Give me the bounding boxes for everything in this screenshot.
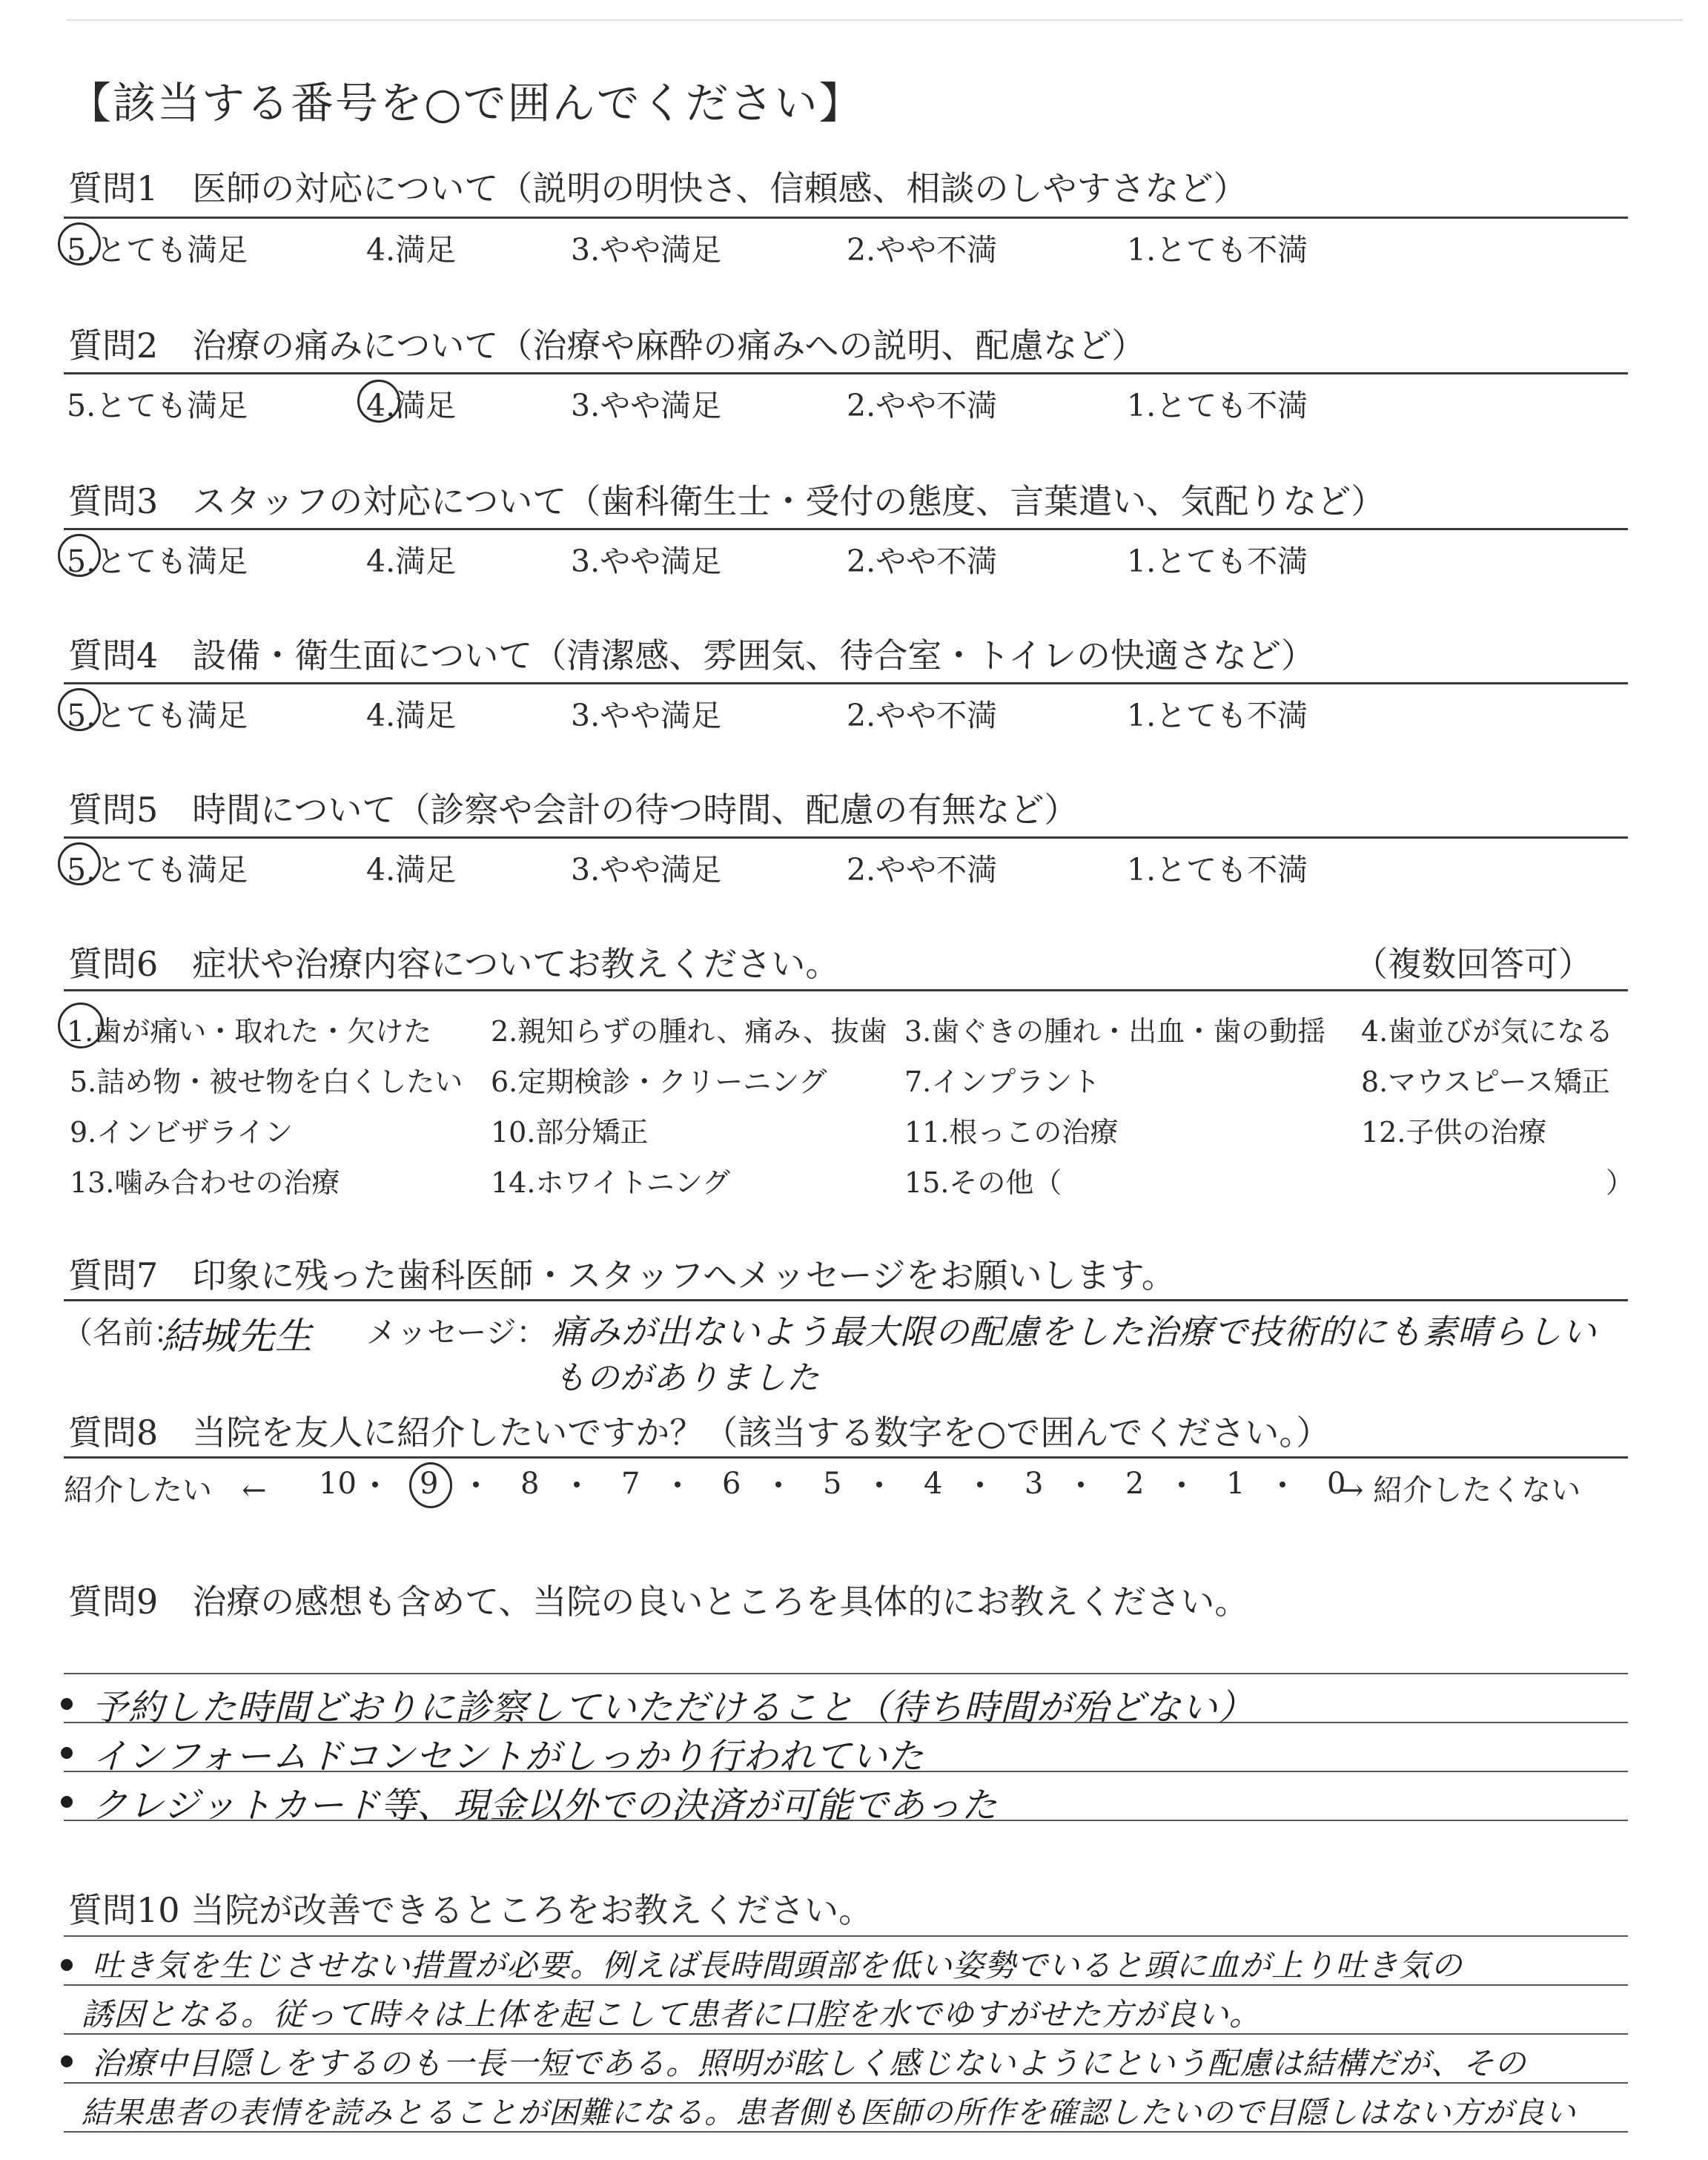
q8-scale-separator — [1179, 1482, 1185, 1487]
q2-option-3[interactable]: 3.やや満足 — [571, 388, 722, 423]
q8-scale-7[interactable]: 7 — [621, 1467, 640, 1501]
q8-right-label: → 紹介したくない — [1339, 1473, 1581, 1507]
q8-scale-separator — [675, 1482, 681, 1487]
question-1-title: 質問1 医師の対応について（説明の明快さ、信頼感、相談のしやすさなど） — [68, 168, 1248, 208]
q5-answer-circle — [58, 842, 101, 885]
q9-answer-3: クレジットカード等、現金以外での決済が可能であった — [92, 1785, 998, 1826]
q2-option-2[interactable]: 2.やや不満 — [847, 388, 998, 423]
question-2-rule — [64, 372, 1628, 374]
q5-option-5[interactable]: 5.とても満足 — [67, 852, 248, 888]
q8-scale-separator — [1078, 1482, 1084, 1487]
q9-bullet-3 — [61, 1796, 73, 1808]
page-top-edge — [67, 19, 1683, 21]
form-heading: 【該当する番号を○で囲んでください】 — [68, 78, 864, 128]
q6-item-3[interactable]: 3.歯ぐきの腫れ・出血・歯の動揺 — [904, 1015, 1326, 1048]
question-1-rule — [64, 217, 1628, 219]
q8-scale-separator — [574, 1482, 580, 1487]
q9-bullet-1 — [61, 1698, 73, 1710]
q5-option-3[interactable]: 3.やや満足 — [571, 852, 722, 888]
q8-scale-1[interactable]: 1 — [1226, 1467, 1245, 1501]
q3-option-2[interactable]: 2.やや不満 — [847, 544, 998, 579]
q4-option-5[interactable]: 5.とても満足 — [67, 698, 248, 733]
q10-answer-2-line-1: 治療中目隠しをするのも一長一短である。照明が眩しく感じないようにという配慮は結構だが、その — [92, 2045, 1527, 2081]
q6-item-4[interactable]: 4.歯並びが気になる — [1361, 1015, 1614, 1048]
q8-scale-0[interactable]: 0 — [1327, 1467, 1346, 1501]
q9-answer-2: インフォームドコンセントがしっかり行われていた — [92, 1736, 924, 1777]
q3-option-1[interactable]: 1.とても不満 — [1127, 544, 1308, 579]
q6-item-1[interactable]: 1.歯が痛い・取れた・欠けた — [67, 1015, 432, 1048]
q6-item-12[interactable]: 12.子供の治療 — [1361, 1116, 1547, 1149]
q6-item-7[interactable]: 7.インプラント — [904, 1066, 1101, 1098]
q9-bullet-2 — [61, 1747, 73, 1759]
q2-option-1[interactable]: 1.とても不満 — [1127, 388, 1308, 423]
q5-option-4[interactable]: 4.満足 — [366, 852, 457, 888]
q8-scale-separator — [1280, 1482, 1285, 1487]
q5-option-2[interactable]: 2.やや不満 — [847, 852, 998, 888]
question-6-title: 質問6 症状や治療内容についてお教えください。 — [68, 944, 840, 984]
q8-scale-9[interactable]: 9 — [420, 1467, 439, 1501]
q7-name-handwritten: 結城先生 — [162, 1315, 313, 1358]
q2-option-5[interactable]: 5.とても満足 — [67, 388, 248, 423]
question-9-title: 質問9 治療の感想も含めて、当院の良いところを具体的にお教えください。 — [68, 1582, 1249, 1622]
q5-option-1[interactable]: 1.とても不満 — [1127, 852, 1308, 888]
q10-bullet-1 — [61, 1959, 73, 1971]
q10-bullet-2 — [61, 2055, 73, 2067]
q2-answer-circle — [357, 380, 400, 423]
question-4-title: 質問4 設備・衛生面について（清潔感、雰囲気、待合室・トイレの快適さなど） — [68, 635, 1316, 676]
q3-option-3[interactable]: 3.やや満足 — [571, 544, 722, 579]
q1-option-1[interactable]: 1.とても不満 — [1127, 232, 1308, 268]
q6-item-14[interactable]: 14.ホワイトニング — [491, 1166, 731, 1199]
q1-answer-circle — [58, 222, 101, 265]
q1-option-5[interactable]: 5.とても満足 — [67, 232, 248, 268]
q6-answer-circle — [58, 1003, 104, 1048]
q7-message-label: メッセージ： — [366, 1315, 547, 1350]
question-5-rule — [64, 836, 1628, 839]
q4-answer-circle — [58, 688, 101, 731]
q8-scale-8[interactable]: 8 — [520, 1467, 540, 1501]
q8-scale-3[interactable]: 3 — [1025, 1467, 1044, 1501]
q1-option-4[interactable]: 4.満足 — [366, 232, 457, 268]
q8-scale-separator — [775, 1482, 781, 1487]
q3-option-5[interactable]: 5.とても満足 — [67, 544, 248, 579]
q8-answer-circle — [409, 1462, 452, 1508]
question-6-rule — [64, 989, 1628, 991]
q8-scale-6[interactable]: 6 — [722, 1467, 741, 1501]
question-4-rule — [64, 682, 1628, 684]
q10-answer-1-line-2: 誘因となる。従って時々は上体を起こして患者に口腔を水でゆすがせた方が良い。 — [82, 1996, 1262, 2032]
q7-name-label: （名前： — [62, 1315, 184, 1350]
q6-item-2[interactable]: 2.親知らずの腫れ、痛み、抜歯 — [491, 1015, 887, 1048]
q6-item-10[interactable]: 10.部分矯正 — [491, 1116, 649, 1149]
q6-item-15-other[interactable]: 15.その他（ — [904, 1166, 1062, 1199]
q2-option-4[interactable]: 4.満足 — [366, 388, 457, 423]
q10-answer-1-line-1: 吐き気を生じさせない措置が必要。例えば長時間頭部を低い姿勢でいると頭に血が上り吐き気の — [92, 1947, 1463, 1984]
question-6-note: （複数回答可） — [1354, 944, 1592, 984]
q8-scale-4[interactable]: 4 — [924, 1467, 943, 1501]
q6-item-9[interactable]: 9.インビザライン — [70, 1116, 294, 1149]
q6-item-8[interactable]: 8.マウスピース矯正 — [1361, 1066, 1610, 1098]
question-3-title: 質問3 スタッフの対応について（歯科衛生士・受付の態度、言葉遣い、気配りなど） — [68, 481, 1386, 521]
q3-option-4[interactable]: 4.満足 — [366, 544, 457, 579]
q4-option-2[interactable]: 2.やや不満 — [847, 698, 998, 733]
question-3-rule — [64, 528, 1628, 530]
q9-answer-1: 予約した時間どおりに診察していただけること（待ち時間が殆どない） — [92, 1687, 1255, 1728]
q9-line-1 — [64, 1673, 1628, 1674]
q6-item-13[interactable]: 13.噛み合わせの治療 — [70, 1166, 340, 1199]
q1-option-2[interactable]: 2.やや不満 — [847, 232, 998, 268]
q8-scale-separator — [372, 1482, 378, 1487]
question-7-title: 質問7 印象に残った歯科医師・スタッフへメッセージをお願いします。 — [68, 1255, 1176, 1295]
q7-message-line-1: 痛みが出ないよう最大限の配慮をした治療で技術的にも素晴らしい — [552, 1312, 1597, 1352]
q10-answer-2-line-2: 結果患者の表情を読みとることが困難になる。患者側も医師の所作を確認したいので目隠しはない方が良い — [82, 2095, 1576, 2130]
q8-scale-separator — [876, 1482, 882, 1487]
q8-scale-separator — [977, 1482, 983, 1487]
q7-message-line-2: ものがありました — [553, 1359, 820, 1397]
question-8-rule — [64, 1456, 1628, 1459]
q6-other-close-paren: ） — [1606, 1166, 1635, 1199]
q1-option-3[interactable]: 3.やや満足 — [571, 232, 722, 268]
q3-answer-circle — [58, 534, 101, 577]
q8-scale-5[interactable]: 5 — [823, 1467, 842, 1501]
question-5-title: 質問5 時間について（診察や会計の待つ時間、配慮の有無など） — [68, 790, 1079, 830]
q4-option-4[interactable]: 4.満足 — [366, 698, 457, 733]
q6-item-11[interactable]: 11.根っこの治療 — [904, 1116, 1119, 1149]
q4-option-3[interactable]: 3.やや満足 — [571, 698, 722, 733]
q8-scale-2[interactable]: 2 — [1125, 1467, 1145, 1501]
q8-scale-separator — [473, 1482, 479, 1487]
q4-option-1[interactable]: 1.とても不満 — [1127, 698, 1308, 733]
question-2-title: 質問2 治療の痛みについて（治療や麻酔の痛みへの説明、配慮など） — [68, 326, 1146, 366]
q6-item-5[interactable]: 5.詰め物・被せ物を白くしたい — [70, 1066, 463, 1098]
question-7-rule — [64, 1299, 1628, 1301]
q10-line-1 — [64, 1935, 1628, 1937]
question-10-title: 質問10 当院が改善できるところをお教えください。 — [68, 1890, 873, 1930]
q6-item-6[interactable]: 6.定期検診・クリーニング — [491, 1066, 827, 1098]
question-8-title: 質問8 当院を友人に紹介したいですか？（該当する数字を○で囲んでください。） — [68, 1413, 1331, 1453]
q8-scale-10[interactable]: 10 — [319, 1467, 357, 1501]
q8-left-label: 紹介したい ← — [64, 1473, 267, 1507]
